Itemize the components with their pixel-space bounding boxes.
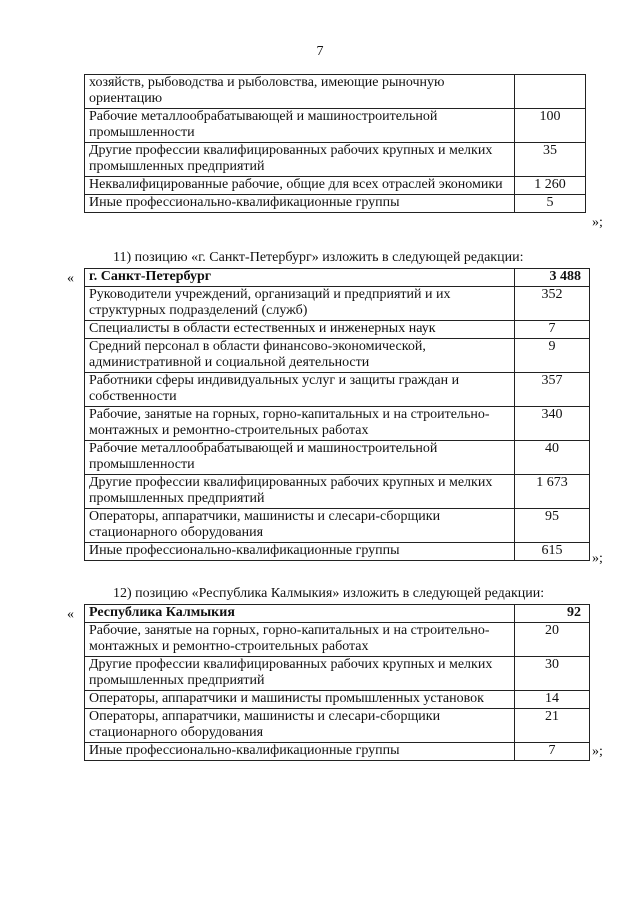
table-row xyxy=(85,691,590,709)
table-row xyxy=(85,657,590,691)
row-name: Руководители учреждений, организаций и предприятий и их структурных подразделений (служб) xyxy=(85,287,515,321)
row-value: 20 xyxy=(515,623,590,657)
row-value: 357 xyxy=(515,373,590,407)
page-number: 7 xyxy=(316,44,324,59)
open-quote: « xyxy=(67,607,74,622)
table-row xyxy=(85,287,590,321)
close-quote: »; xyxy=(592,215,603,230)
row-name: Рабочие, занятые на горных, горно-капитальных и на строительно-монтажных и ремонтно-строительных работах xyxy=(85,623,515,657)
row-value: 7 xyxy=(515,321,590,339)
row-name: Операторы, аппаратчики, машинисты и слесари-сборщики стационарного оборудования xyxy=(85,509,515,543)
table-header-row xyxy=(85,269,590,287)
row-value: 35 xyxy=(515,143,586,177)
region-name: г. Санкт-Петербург xyxy=(85,269,515,287)
row-name: Рабочие металлообрабатывающей и машиностроительной промышленности xyxy=(85,441,515,475)
row-name: Средний персонал в области финансово-экономической, административной и социальной деятельности xyxy=(85,339,515,373)
table-header-row xyxy=(85,605,590,623)
row-value: 1 260 xyxy=(515,177,586,195)
table-row xyxy=(85,75,586,109)
row-value: 40 xyxy=(515,441,590,475)
row-name: Работники сферы индивидуальных услуг и защиты граждан и собственности xyxy=(85,373,515,407)
table-row xyxy=(85,109,586,143)
table-row xyxy=(85,709,590,743)
table-row xyxy=(85,321,590,339)
row-name: Специалисты в области естественных и инженерных наук xyxy=(85,321,515,339)
open-quote: « xyxy=(67,271,74,286)
row-value: 5 xyxy=(515,195,586,213)
row-name: Другие профессии квалифицированных рабочих крупных и мелких промышленных предприятий xyxy=(85,657,515,691)
row-name: Неквалифицированные рабочие, общие для всех отраслей экономики xyxy=(85,177,515,195)
row-value: 9 xyxy=(515,339,590,373)
paragraph-11: 11) позицию «г. Санкт-Петербург» изложить в следующей редакции: xyxy=(113,250,524,265)
row-name: Другие профессии квалифицированных рабочих крупных и мелких промышленных предприятий xyxy=(85,475,515,509)
row-name: Операторы, аппаратчики и машинисты промышленных установок xyxy=(85,691,515,709)
row-name: Рабочие металлообрабатывающей и машиностроительной промышленности xyxy=(85,109,515,143)
row-value: 21 xyxy=(515,709,590,743)
row-name: хозяйств, рыбоводства и рыболовства, имеющие рыночную ориентацию xyxy=(85,75,515,109)
table-row xyxy=(85,373,590,407)
table-saint-petersburg xyxy=(84,268,590,561)
row-value: 615 xyxy=(515,543,590,561)
table-row xyxy=(85,339,590,373)
paragraph-12: 12) позицию «Республика Калмыкия» изложить в следующей редакции: xyxy=(113,586,545,601)
table-kalmykia xyxy=(84,604,590,761)
row-name: Иные профессионально-квалификационные группы xyxy=(85,195,515,213)
table-row xyxy=(85,407,590,441)
table-row xyxy=(85,509,590,543)
table-row xyxy=(85,177,586,195)
close-quote: »; xyxy=(592,744,603,759)
table-row xyxy=(85,475,590,509)
row-name: Иные профессионально-квалификационные группы xyxy=(85,743,515,761)
row-value: 14 xyxy=(515,691,590,709)
table-continuation xyxy=(84,74,586,213)
table-row xyxy=(85,143,586,177)
close-quote: »; xyxy=(592,551,603,566)
row-value: 7 xyxy=(515,743,590,761)
row-name: Рабочие, занятые на горных, горно-капитальных и на строительно-монтажных и ремонтно-строительных работах xyxy=(85,407,515,441)
region-total: 92 xyxy=(515,605,590,623)
region-name: Республика Калмыкия xyxy=(85,605,515,623)
table-row xyxy=(85,441,590,475)
row-value: 340 xyxy=(515,407,590,441)
table-row xyxy=(85,195,586,213)
row-value: 95 xyxy=(515,509,590,543)
row-name: Операторы, аппаратчики, машинисты и слесари-сборщики стационарного оборудования xyxy=(85,709,515,743)
table-row xyxy=(85,623,590,657)
row-value: 352 xyxy=(515,287,590,321)
table-row xyxy=(85,543,590,561)
region-total: 3 488 xyxy=(515,269,590,287)
row-value: 1 673 xyxy=(515,475,590,509)
row-name: Другие профессии квалифицированных рабочих крупных и мелких промышленных предприятий xyxy=(85,143,515,177)
row-value xyxy=(515,75,586,109)
table-row xyxy=(85,743,590,761)
row-value: 30 xyxy=(515,657,590,691)
row-name: Иные профессионально-квалификационные группы xyxy=(85,543,515,561)
row-value: 100 xyxy=(515,109,586,143)
